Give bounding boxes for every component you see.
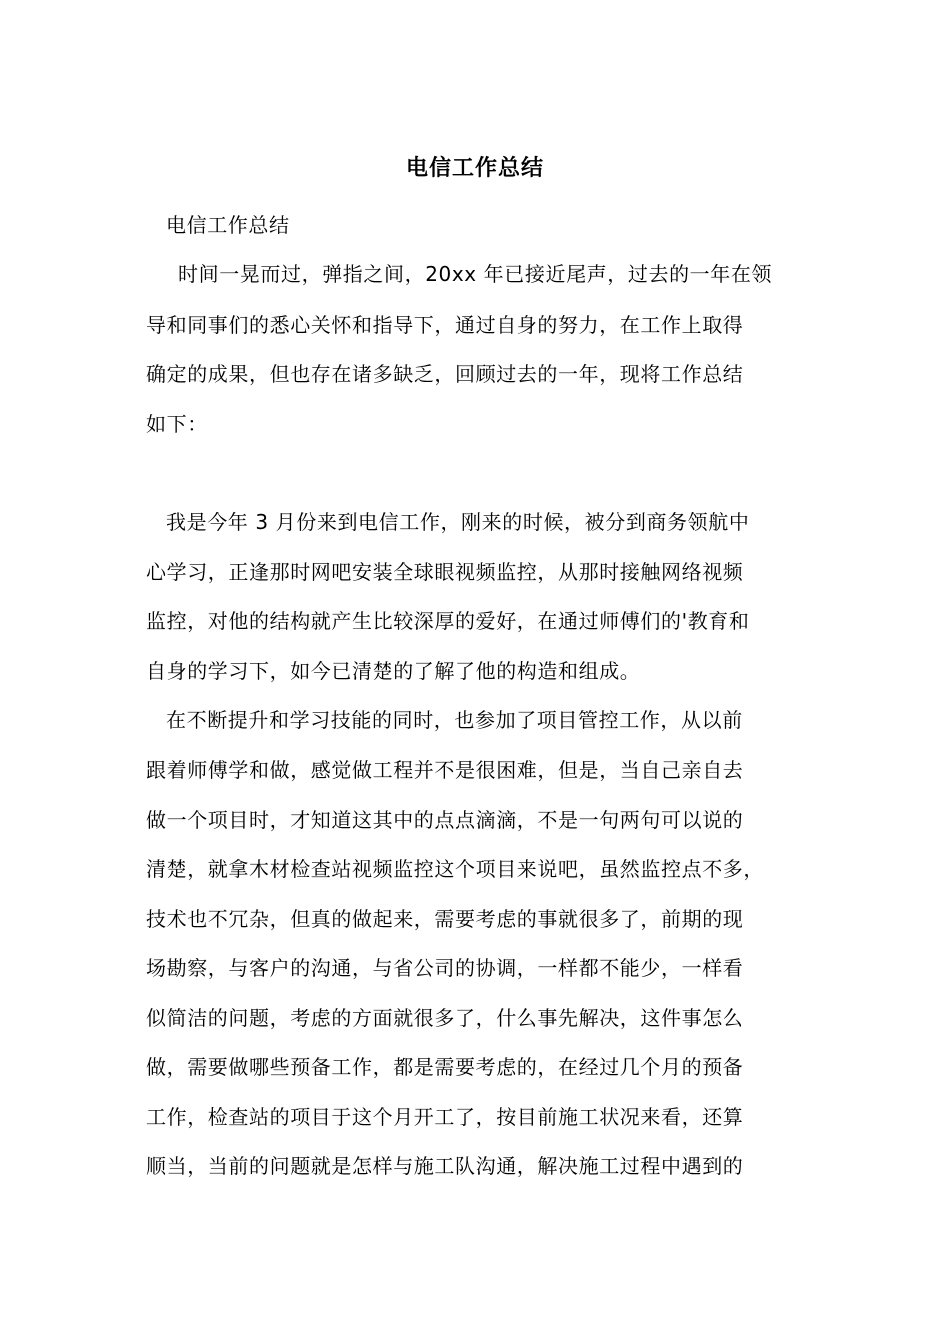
paragraph-1-line-1: 时间一晃而过，弹指之间，20xx 年已接近尾声，过去的一年在领 <box>178 262 773 286</box>
paragraph-2-line-4: 自身的学习下，如今已清楚的了解了他的构造和组成。 <box>146 659 641 683</box>
paragraph-2-line-2: 心学习，正逢那时网吧安装全球眼视频监控，从那时接触网络视频 <box>146 560 744 584</box>
paragraph-2-line-1: 我是今年 3 月份来到电信工作，刚来的时候，被分到商务领航中 <box>166 510 750 534</box>
paragraph-3-line-8: 做，需要做哪些预备工作，都是需要考虑的，在经过几个月的预备 <box>146 1055 744 1079</box>
paragraph-3-line-3: 做一个项目时，才知道这其中的点点滴滴，不是一句两句可以说的 <box>146 808 744 832</box>
paragraph-1-line-3: 确定的成果，但也存在诸多缺乏，回顾过去的一年，现将工作总结 <box>146 362 744 386</box>
paragraph-3-line-4: 清楚，就拿木材检查站视频监控这个项目来说吧，虽然监控点不多， <box>146 857 764 881</box>
paragraph-1-line-4: 如下： <box>146 412 208 436</box>
paragraph-3-line-5: 技术也不冗杂，但真的做起来，需要考虑的事就很多了，前期的现 <box>146 907 744 931</box>
paragraph-3-line-1: 在不断提升和学习技能的同时，也参加了项目管控工作，从以前 <box>166 708 743 732</box>
paragraph-1-line-2: 导和同事们的悉心关怀和指导下，通过自身的努力，在工作上取得 <box>146 313 744 337</box>
paragraph-3-line-7: 似简洁的问题，考虑的方面就很多了，什么事先解决，这件事怎么 <box>146 1006 744 1030</box>
document-subtitle: 电信工作总结 <box>166 213 290 237</box>
paragraph-3-line-10: 顺当，当前的问题就是怎样与施工队沟通，解决施工过程中遇到的 <box>146 1154 744 1178</box>
paragraph-3-line-6: 场勘察，与客户的沟通，与省公司的协调，一样都不能少，一样看 <box>146 956 744 980</box>
document-title: 电信工作总结 <box>405 156 544 181</box>
paragraph-3-line-9: 工作，检查站的项目于这个月开工了，按目前施工状况来看，还算 <box>146 1105 744 1129</box>
paragraph-2-line-3: 监控，对他的结构就产生比较深厚的爱好，在通过师傅们的'教育和 <box>146 609 750 633</box>
paragraph-3-line-2: 跟着师傅学和做，感觉做工程并不是很困难，但是，当自己亲自去 <box>146 758 744 782</box>
